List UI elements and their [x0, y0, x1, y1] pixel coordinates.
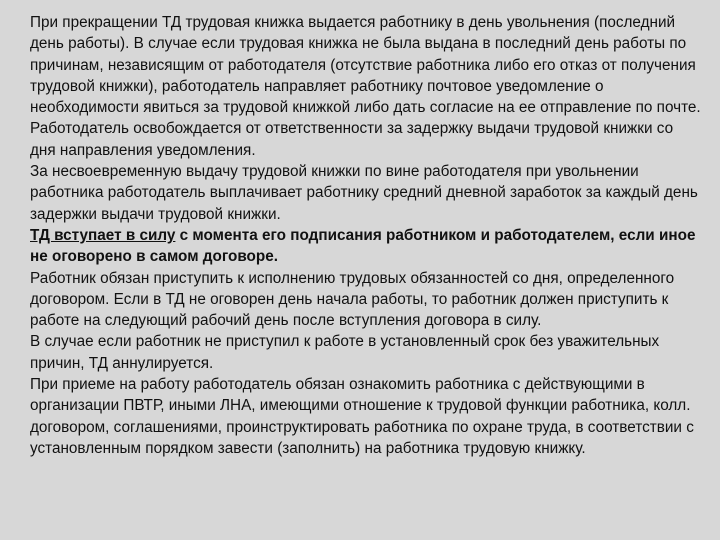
paragraph-contract-annulment: В случае если работник не приступил к работе в установленный срок без уважительных причин, ТД аннулируется.: [30, 333, 660, 372]
paragraph-hiring-obligations: При приеме на работу работодатель обязан ознакомить работника с действующими в организации ПВТР, иными ЛНА, имеющими отношение к трудовой функции работника, колл. договором, соглашениями, проинструктировать работника по охране труда, в соответствии с установленным порядком завести (заполнить) на работника трудовую книжку.: [30, 376, 694, 457]
contract-effective-rest: с момента его подписания работником и работодателем, если иное не оговорено в самом договоре.: [30, 226, 696, 266]
paragraph-issuing-work-book: При прекращении ТД трудовая книжка выдается работнику в день увольнения (последний день работы). В случае если трудовая книжка не была выдана в последний день работы по причинам, независящим от работодателя (отсутствие работника либо его отказ от получения трудовой книжки), работодатель направляет работнику почтовое уведомление о необходимости явиться за трудовой книжкой либо дать согласие на ее отправление по почте. Работодатель освобождается от ответственности за задержку выдачи трудовой книжки со дня направления уведомления.: [30, 14, 701, 159]
contract-effective-lead: ТД вступает в силу: [30, 226, 176, 244]
paragraph-late-issue-liability: За несвоевременную выдачу трудовой книжки по вине работодателя при увольнении работника работодатель выплачивает работнику средний дневной заработок за каждый день задержки выдачи трудовой книжки.: [30, 163, 698, 223]
paragraph-contract-effective: [30, 225, 702, 268]
paragraph-start-of-duties: Работник обязан приступить к исполнению трудовых обязанностей со дня, определенного договором. Если в ТД не оговорен день начала работы, то работник должен приступить к работе на следующий рабочий день после вступления договора в силу.: [30, 269, 675, 330]
